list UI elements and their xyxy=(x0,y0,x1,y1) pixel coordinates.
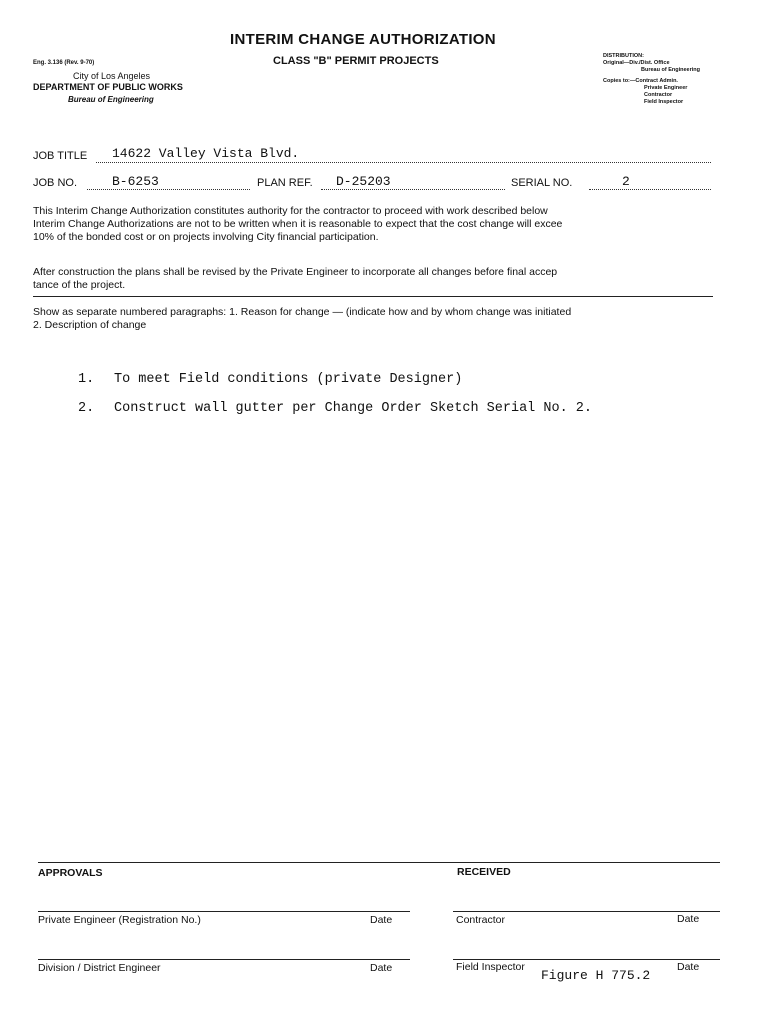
distribution-copies xyxy=(603,78,700,85)
distribution-copy-item: Field Inspector xyxy=(644,99,684,105)
numbered-line: Show as separate numbered paragraphs: 1. Reason for change — (indicate how and by whom change was initiated xyxy=(33,306,572,318)
field-inspector-signature-line[interactable] xyxy=(453,959,720,960)
city-name: City of Los Angeles xyxy=(73,71,151,81)
change-item xyxy=(78,394,592,423)
job-no-label: JOB NO. xyxy=(33,177,78,189)
form-subtitle: CLASS "B" PERMIT PROJECTS xyxy=(273,55,439,67)
change-number: 2. xyxy=(78,401,95,416)
division-engineer-label: Division / District Engineer xyxy=(38,962,161,974)
serial-no-line xyxy=(589,189,711,190)
bureau-name: Bureau of Engineering xyxy=(68,95,154,104)
revision-line: tance of the project. xyxy=(33,279,126,291)
authority-line: Interim Change Authorizations are not to be written when it is reasonable to expect that the cost change will excee xyxy=(33,218,563,230)
distribution-original-line2: Bureau of Engineering xyxy=(641,67,700,73)
distribution-original-line1: Div./Dist. Office xyxy=(629,60,670,66)
received-heading: RECEIVED xyxy=(457,866,511,878)
plan-ref-line xyxy=(321,189,505,190)
distribution-heading: DISTRIBUTION: xyxy=(603,53,644,59)
plan-ref-value[interactable]: D-25203 xyxy=(336,174,391,189)
approvals-heading: APPROVALS xyxy=(38,867,103,879)
job-title-line xyxy=(96,162,711,163)
authority-line: This Interim Change Authorization constitutes authority for the contractor to proceed with work described below xyxy=(33,205,548,217)
distribution-block xyxy=(603,53,700,106)
field-inspector-date-label: Date xyxy=(677,961,700,973)
division-engineer-date-label: Date xyxy=(370,962,393,974)
numbered-line: 2. Description of change xyxy=(33,319,147,331)
revision-paragraph xyxy=(33,266,723,292)
serial-no-value[interactable]: 2 xyxy=(622,174,630,189)
distribution-copy-item: Private Engineer xyxy=(644,85,688,91)
contractor-signature-line[interactable] xyxy=(453,911,720,912)
approvals-top-rule xyxy=(38,862,720,863)
private-engineer-date-label: Date xyxy=(370,914,393,926)
field-inspector-label: Field Inspector xyxy=(456,961,525,973)
form-code: Eng. 3.136 (Rev. 9-70) xyxy=(33,60,95,66)
revision-line: After construction the plans shall be revised by the Private Engineer to incorporate all changes before final accep xyxy=(33,266,558,278)
job-title-label: JOB TITLE xyxy=(33,150,88,162)
instructions-divider xyxy=(33,296,713,297)
change-list xyxy=(78,365,592,423)
contractor-date-label: Date xyxy=(677,913,700,925)
contractor-label: Contractor xyxy=(456,914,506,926)
change-text[interactable]: Construct wall gutter per Change Order Sketch Serial No. 2. xyxy=(114,401,592,416)
private-engineer-signature-line[interactable] xyxy=(38,911,410,912)
change-number: 1. xyxy=(78,372,95,387)
form-title: INTERIM CHANGE AUTHORIZATION xyxy=(230,31,496,48)
distribution-original xyxy=(603,60,700,67)
serial-no-label: SERIAL NO. xyxy=(511,177,573,189)
private-engineer-label: Private Engineer (Registration No.) xyxy=(38,914,201,926)
distribution-copy-item: Contract Admin. xyxy=(635,78,678,84)
plan-ref-label: PLAN REF. xyxy=(257,177,313,189)
change-text[interactable]: To meet Field conditions (private Designer) xyxy=(114,372,463,387)
job-no-line xyxy=(87,189,250,190)
job-title-value[interactable]: 14622 Valley Vista Blvd. xyxy=(112,146,300,161)
department-name: DEPARTMENT OF PUBLIC WORKS xyxy=(33,82,183,92)
figure-caption: Figure H 775.2 xyxy=(541,968,651,983)
distribution-original-label: Original— xyxy=(603,60,630,66)
division-engineer-signature-line[interactable] xyxy=(38,959,410,960)
job-no-value[interactable]: B-6253 xyxy=(112,174,159,189)
distribution-copies-label: Copies to:— xyxy=(603,78,636,84)
distribution-copy-item: Contractor xyxy=(644,92,673,98)
authority-line: 10% of the bonded cost or on projects involving City financial participation. xyxy=(33,231,379,243)
change-item xyxy=(78,365,592,394)
authority-paragraph xyxy=(33,205,723,244)
numbered-instructions xyxy=(33,306,723,332)
